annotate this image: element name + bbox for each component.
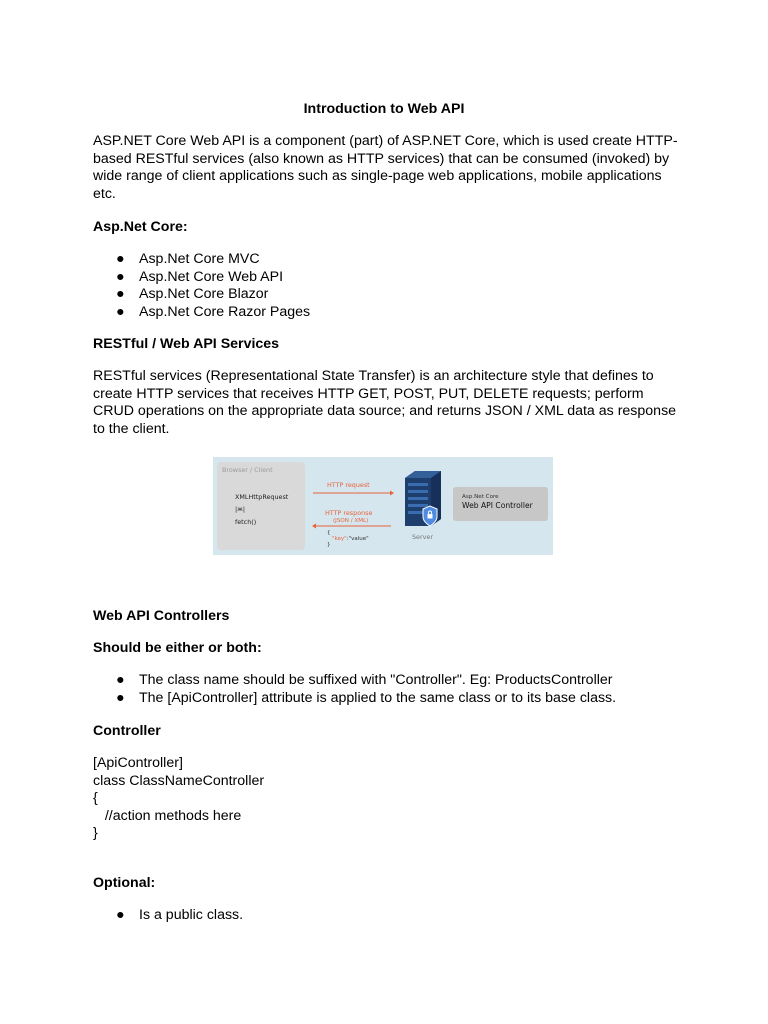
bullet-icon: ●	[116, 672, 125, 688]
code-line: [ApiController]	[93, 755, 183, 771]
bullet-icon: ●	[116, 268, 125, 285]
web-api-diagram	[213, 457, 553, 555]
http-response-label: HTTP response	[325, 509, 373, 517]
restful-heading: RESTful / Web API Services	[93, 336, 280, 352]
code-line: //action methods here	[93, 807, 242, 824]
controller-label: Web API Controller	[462, 501, 533, 510]
json-colon: :	[346, 536, 349, 542]
list-item-label: The class name should be suffixed with "Controller". Eg: ProductsController	[139, 672, 613, 688]
list-item-label: Asp.Net Core Razor Pages	[139, 303, 311, 320]
bullet-icon: ●	[116, 286, 125, 303]
restful-paragraph: RESTful services (Representational State Transfer) is an architecture style that defines to create HTTP services that receives HTTP GET, POST, PUT, DELETE requests; perform CRUD operations on the appropriate data source; and returns JSON / XML data as response to the client.	[93, 368, 677, 437]
controllers-subheading: Should be either or both:	[93, 640, 262, 656]
list-item	[116, 907, 243, 925]
json-close: }	[327, 542, 331, 548]
http-request-label: HTTP request	[327, 481, 370, 489]
bullet-icon: ●	[116, 303, 125, 320]
list-item	[116, 269, 283, 287]
controller-heading: Controller	[93, 723, 161, 739]
code-line: {	[93, 790, 98, 807]
list-item-label: The [ApiController] attribute is applied to the same class or to its base class.	[139, 690, 617, 706]
client-label: Browser / Client	[222, 466, 273, 474]
list-item	[116, 672, 613, 690]
optional-heading: Optional:	[93, 875, 156, 891]
json-open: {	[327, 530, 331, 536]
list-item-label: Asp.Net Core Web API	[139, 268, 284, 285]
list-item	[116, 690, 616, 708]
controller-small-label: Asp.Net Core	[462, 494, 499, 500]
controller-box	[453, 487, 548, 521]
json-key: "key"	[332, 536, 347, 542]
server-label: Server	[412, 533, 433, 541]
list-item-label: Asp.Net Core MVC	[139, 251, 260, 267]
intro-paragraph: ASP.NET Core Web API is a component (part) of ASP.NET Core, which is used create HTTP-based RESTful services (also known as HTTP services) that can be consumed (invoked) by wide range of client applications such as single-page web applications, mobile applications etc.	[93, 133, 678, 202]
bullet-icon: ●	[116, 251, 125, 267]
list-item	[116, 304, 310, 322]
client-item: XMLHttpRequest	[235, 493, 289, 501]
json-value: "value"	[348, 536, 369, 542]
controllers-heading: Web API Controllers	[93, 608, 230, 624]
list-item-label: Asp.Net Core Blazor	[139, 286, 269, 303]
bullet-icon: ●	[116, 907, 125, 923]
code-line: }	[93, 825, 98, 842]
page-title: Introduction to Web API	[303, 101, 465, 117]
list-item-label: Is a public class.	[139, 907, 244, 923]
http-response-sublabel: (JSON / XML)	[333, 518, 369, 524]
code-line: class ClassNameController	[93, 772, 265, 789]
client-item: |ж|	[235, 505, 246, 513]
client-item: fetch()	[235, 518, 257, 526]
bullet-icon: ●	[116, 690, 125, 706]
aspnet-core-heading: Asp.Net Core:	[93, 219, 188, 235]
list-item	[116, 286, 268, 304]
list-item	[116, 251, 260, 269]
